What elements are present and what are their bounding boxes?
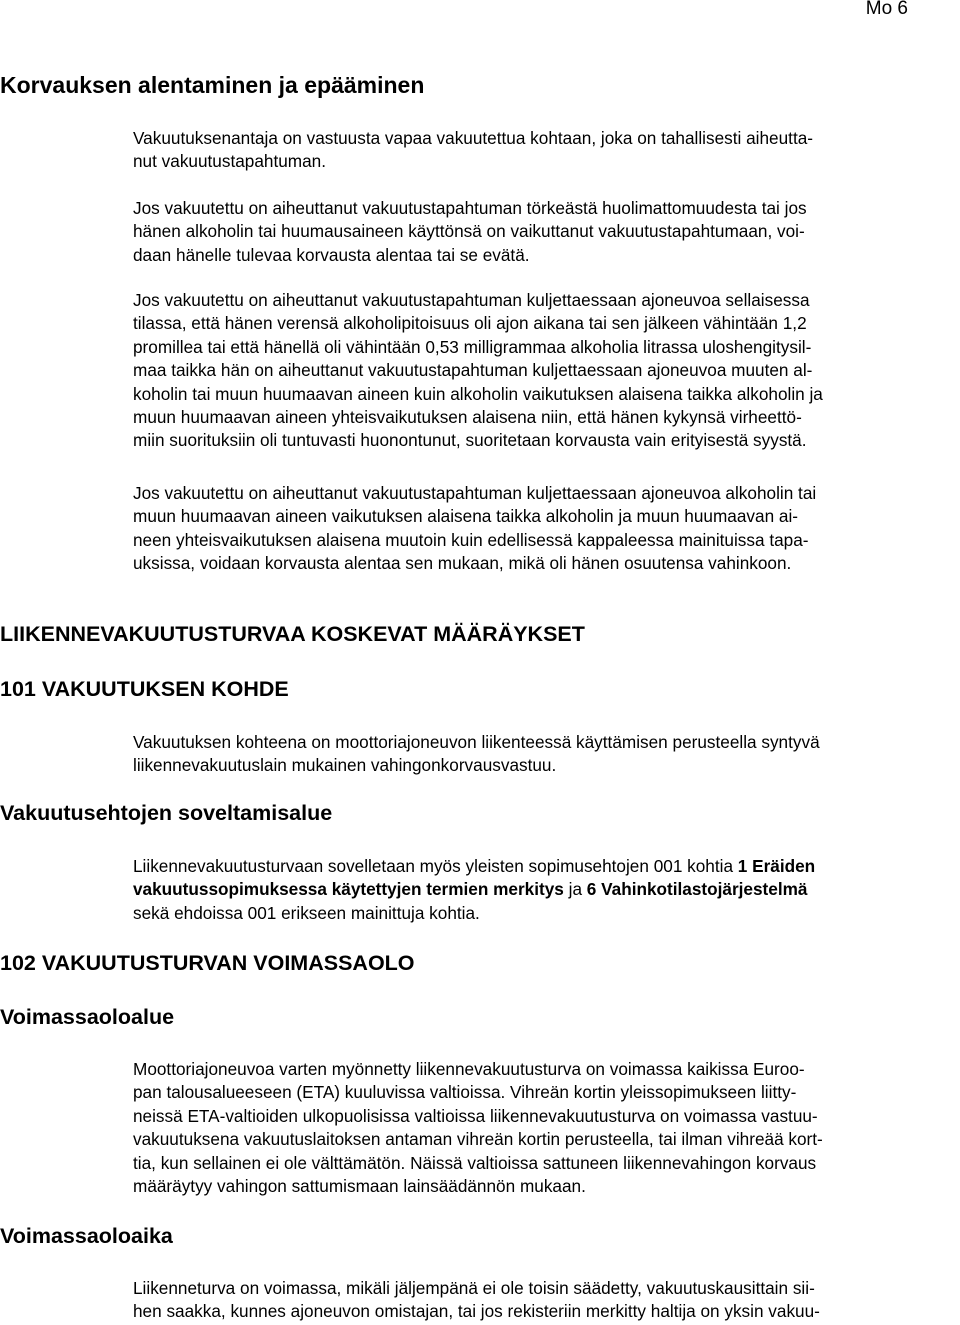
text-line: vakuutuksena vakuutuslaitoksen antaman vihreän kortin perusteella, tai ilman vihreää kort- [133, 1129, 823, 1150]
page-number: Mo 6 [865, 0, 908, 19]
text-line: pan talousalueeseen (ETA) kuuluvissa valtioissa. Vihreän kortin yleissopimukseen liitty- [133, 1082, 797, 1103]
text-line: koholin tai muun huumaavan aineen kuin alkoholin vaikutuksen alaisena taikka alkoholin ja [133, 383, 823, 404]
text-line: daan hänelle tulevaa korvausta alentaa tai se evätä. [133, 244, 530, 265]
text-line [133, 878, 959, 901]
text-line: tilassa, että hänen verensä alkoholipitoisuus oli ajon aikana tai sen jälkeen vähintään 1,2 [133, 313, 807, 334]
paragraph-huumaava [133, 482, 959, 576]
text-line: Jos vakuutettu on aiheuttanut vakuutustapahtuman törkeästä huolimattomuudesta tai jos [133, 198, 807, 218]
section-title-102: 102 VAKUUTUSTURVAN VOIMASSAOLO [0, 951, 415, 975]
text-line: hen saakka, kunnes ajoneuvon omistajan, tai jos rekisteriin merkitty haltija on yksin vakuu- [133, 1301, 820, 1322]
text-line: hänen alkoholin tai huumausaineen käyttönsä on vaikuttanut vakuutustapahtumaan, voi- [133, 221, 805, 242]
text-line: muun huumaavan aineen vaikutuksen alaisena taikka alkoholin ja muun huumaavan ai- [133, 506, 799, 527]
paragraph-alkoholi [133, 289, 959, 453]
section-title-101: 101 VAKUUTUKSEN KOHDE [0, 677, 289, 701]
text-line: Vakuutuksen kohteena on moottoriajoneuvon liikenteessä käyttämisen perusteella syntyvä [133, 732, 820, 752]
paragraph-soveltamisalue [133, 855, 959, 925]
text-line [133, 855, 959, 878]
paragraph-voimassaoloaika [133, 1277, 959, 1324]
text-line: maa taikka hän on aiheuttanut vakuutustapahtuman kuljettaessaan ajoneuvoa muuten al- [133, 360, 813, 381]
paragraph-vastuu [133, 127, 959, 174]
text-line: sekä ehdoissa 001 erikseen mainittuja kohtia. [133, 902, 480, 923]
bold-term: 1 Eräiden [737, 856, 816, 876]
section-title-korvauksen: Korvauksen alentaminen ja epääminen [0, 72, 425, 98]
bold-term: 6 Vahinkotilastojärjestelmä [586, 879, 808, 900]
text-line: Liikenneturva on voimassa, mikäli jäljempänä ei ole toisin säädetty, vakuutuskausittain sii- [133, 1278, 815, 1298]
section-title-liikennevakuutusturva: LIIKENNEVAKUUTUSTURVAA KOSKEVAT MÄÄRÄYKSET [0, 622, 585, 646]
bold-term: vakuutussopimuksessa käytettyjen termien merkitys [133, 879, 564, 900]
paragraph-torkea [133, 197, 959, 267]
text-line: Vakuutuksenantaja on vastuusta vapaa vakuutettua kohtaan, joka on tahallisesti aiheutta- [133, 128, 814, 148]
text-line: nut vakuutustapahtuman. [133, 151, 327, 172]
section-title-soveltamisalue: Vakuutusehtojen soveltamisalue [0, 801, 333, 825]
text-line: liikennevakuutuslain mukainen vahingonkorvausvastuu. [133, 755, 557, 776]
text-line: Jos vakuutettu on aiheuttanut vakuutustapahtuman kuljettaessaan ajoneuvoa sellaisessa [133, 290, 810, 310]
text-line: promillea tai että hänellä oli vähintään 0,53 milligrammaa alkoholia litrassa uloshengitysil- [133, 336, 812, 357]
section-title-voimassaoloalue: Voimassaoloalue [0, 1005, 175, 1029]
text-line: neissä ETA-valtioiden ulkopuolisissa valtioissa liikennevakuutusturva on voimassa vastuu- [133, 1105, 818, 1126]
paragraph-voimassaoloalue [133, 1058, 959, 1198]
text-line: Jos vakuutettu on aiheuttanut vakuutustapahtuman kuljettaessaan ajoneuvoa alkoholin tai [133, 483, 817, 503]
text-run: ja [563, 879, 587, 900]
text-line: uksissa, voidaan korvausta alentaa sen mukaan, mikä oli hänen osuutensa vahinkoon. [133, 553, 792, 574]
text-line: tia, kun sellainen ei ole välttämätön. Näissä valtioissa sattuneen liikennevahingon korvaus [133, 1152, 817, 1173]
text-run: Liikennevakuutusturvaan sovelletaan myös yleisten sopimusehtojen 001 kohtia [133, 856, 738, 876]
text-line: määräytyy vahingon sattumismaan lainsäädännön mukaan. [133, 1176, 586, 1197]
text-line: miin suorituksiin oli tuntuvasti huonontunut, suoritetaan korvausta vain erityisestä syystä. [133, 430, 807, 451]
text-line: neen yhteisvaikutuksen alaisena muutoin kuin edellisessä kappaleessa mainituissa tapa- [133, 529, 809, 550]
text-line: Moottoriajoneuvoa varten myönnetty liikennevakuutusturva on voimassa kaikissa Euroo- [133, 1059, 805, 1079]
paragraph-kohde [133, 731, 959, 778]
text-line: muun huumaavan aineen yhteisvaikutuksen alaisena niin, että hänen kykynsä virheettö- [133, 407, 802, 428]
section-title-voimassaoloaika: Voimassaoloaika [0, 1224, 173, 1248]
